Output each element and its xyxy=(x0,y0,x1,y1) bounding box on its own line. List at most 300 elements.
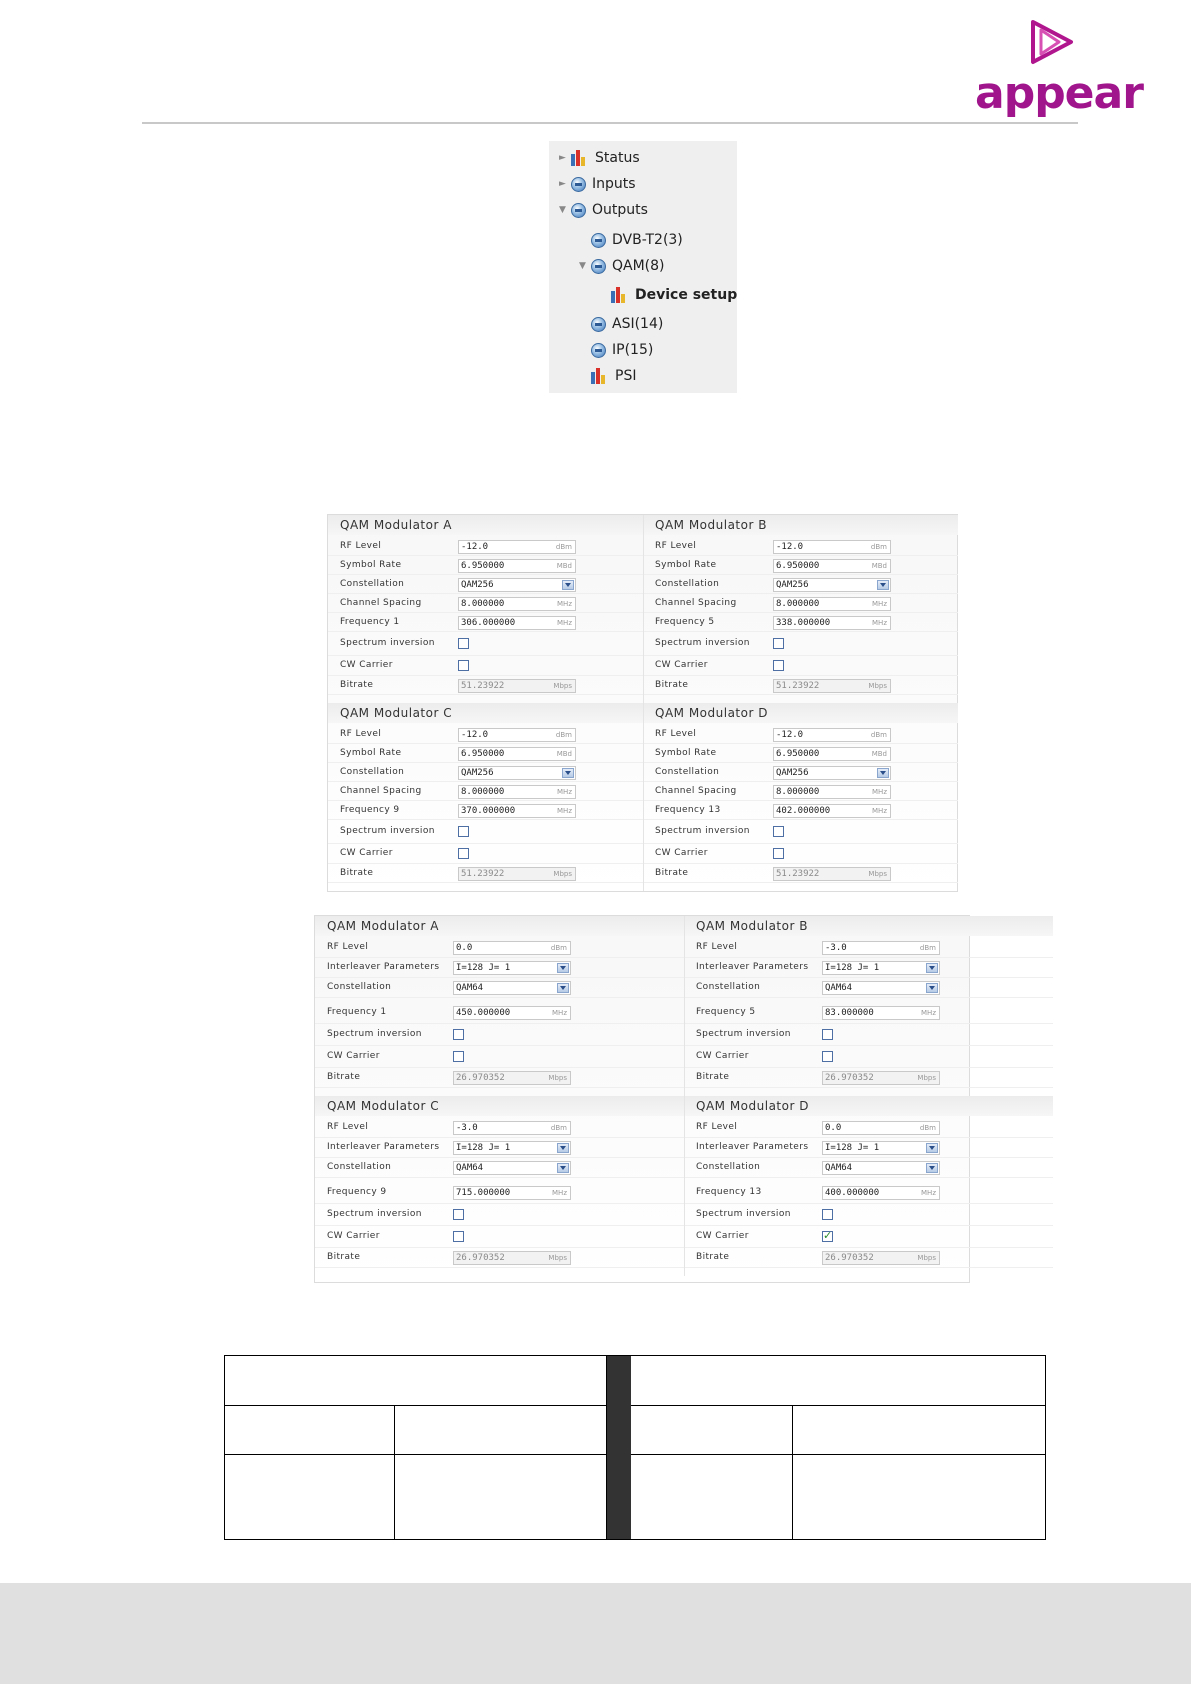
spectrum-inversion-checkbox[interactable] xyxy=(458,638,469,649)
modulator-title: QAM Modulator C xyxy=(328,703,643,723)
symbol-rate-input[interactable] xyxy=(458,747,576,761)
bitrate-label: Bitrate xyxy=(327,1252,361,1262)
frequency-input[interactable] xyxy=(458,616,576,630)
channel-spacing-row xyxy=(328,782,643,801)
constellation-value: QAM256 xyxy=(461,767,494,778)
circle-arrow-icon xyxy=(591,343,606,358)
rf-level-value: -12.0 xyxy=(461,541,489,552)
rf-level-value: -3.0 xyxy=(456,1123,478,1133)
collapse-arrow-icon[interactable]: ▼ xyxy=(579,261,586,271)
cw-carrier-label: CW Carrier xyxy=(655,848,708,858)
rf-level-value: 0.0 xyxy=(456,943,473,953)
interleaver-parameters-select[interactable] xyxy=(822,1141,940,1155)
frequency-row xyxy=(643,613,958,632)
rf-level-row xyxy=(328,725,643,744)
rf-level-input[interactable] xyxy=(453,1121,571,1135)
bitrate-input xyxy=(458,679,576,693)
cw-carrier-checkbox[interactable] xyxy=(822,1231,833,1242)
frequency-input[interactable] xyxy=(822,1186,940,1200)
bitrate-value: 51.23922 xyxy=(461,868,505,879)
symbol-rate-label: Symbol Rate xyxy=(655,559,717,570)
constellation-label: Constellation xyxy=(327,982,392,992)
cw-carrier-checkbox[interactable] xyxy=(453,1051,464,1062)
constellation-label: Constellation xyxy=(655,578,720,589)
channel-spacing-input[interactable] xyxy=(458,597,576,611)
table-separator-column xyxy=(607,1356,631,1539)
spectrum-inversion-checkbox[interactable] xyxy=(453,1209,464,1220)
rf-level-label: RF Level xyxy=(340,728,382,739)
frequency-label: Frequency 9 xyxy=(327,1187,387,1197)
constellation-select[interactable] xyxy=(458,578,576,592)
tree-item-label: Outputs xyxy=(592,202,648,218)
frequency-unit: MHz xyxy=(921,1189,936,1197)
cw-carrier-row xyxy=(315,1226,684,1248)
constellation-label: Constellation xyxy=(696,982,761,992)
spectrum-inversion-row xyxy=(643,632,958,656)
bitrate-unit: Mbps xyxy=(553,869,572,878)
spectrum-inversion-checkbox[interactable] xyxy=(822,1029,833,1040)
frequency-row xyxy=(328,613,643,632)
symbol-rate-unit: MBd xyxy=(556,749,572,758)
rf-level-input[interactable] xyxy=(773,728,891,742)
interleaver-parameters-select[interactable] xyxy=(453,1141,571,1155)
bitrate-value: 26.970352 xyxy=(456,1253,505,1263)
spectrum-inversion-row xyxy=(684,1024,1053,1046)
modulator-title: QAM Modulator B xyxy=(643,515,958,535)
modulator-title: QAM Modulator B xyxy=(684,916,1053,936)
tree-item-psi[interactable] xyxy=(591,365,636,387)
rf-level-row xyxy=(684,1118,1053,1138)
interleaver-parameters-label: Interleaver Parameters xyxy=(696,1142,809,1152)
spectrum-inversion-label: Spectrum inversion xyxy=(327,1029,422,1039)
constellation-value: QAM256 xyxy=(776,579,809,590)
frequency-unit: MHz xyxy=(552,1189,567,1197)
channel-spacing-row xyxy=(643,782,958,801)
table-cell xyxy=(793,1406,1045,1455)
rf-level-unit: dBm xyxy=(870,730,887,739)
spectrum-inversion-label: Spectrum inversion xyxy=(655,826,750,836)
spectrum-inversion-checkbox[interactable] xyxy=(773,638,784,649)
chevron-down-icon[interactable] xyxy=(926,963,938,973)
bitrate-value: 26.970352 xyxy=(825,1073,874,1083)
rf-level-input[interactable] xyxy=(458,540,576,554)
constellation-select[interactable] xyxy=(773,578,891,592)
bitrate-row xyxy=(328,864,643,883)
cw-carrier-row xyxy=(315,1046,684,1068)
bitrate-row xyxy=(328,676,643,695)
constellation-row xyxy=(643,763,958,782)
tree-item-status[interactable] xyxy=(559,147,640,169)
frequency-value: 400.000000 xyxy=(825,1188,880,1198)
rf-level-label: RF Level xyxy=(655,728,697,739)
tree-item-ip[interactable] xyxy=(591,339,653,361)
modulator-title: QAM Modulator A xyxy=(315,916,684,936)
channel-spacing-value: 8.000000 xyxy=(776,598,820,609)
bitrate-label: Bitrate xyxy=(327,1072,361,1082)
constellation-select[interactable] xyxy=(453,981,571,995)
bitrate-label: Bitrate xyxy=(655,679,689,690)
constellation-row xyxy=(315,1158,684,1178)
page-footer xyxy=(0,1583,1191,1684)
bitrate-input xyxy=(822,1251,940,1265)
empty-table xyxy=(224,1355,1046,1540)
cw-carrier-row xyxy=(643,844,958,864)
qam-modulator-b xyxy=(643,515,958,703)
logo-wordmark: appear xyxy=(975,68,1143,119)
symbol-rate-label: Symbol Rate xyxy=(340,747,402,758)
rf-level-row xyxy=(684,938,1053,958)
bitrate-unit: Mbps xyxy=(548,1074,567,1082)
frequency-input[interactable] xyxy=(773,616,891,630)
symbol-rate-value: 6.950000 xyxy=(776,748,820,759)
cw-carrier-row xyxy=(328,656,643,676)
channel-spacing-unit: MHz xyxy=(872,599,887,608)
cw-carrier-label: CW Carrier xyxy=(340,660,393,670)
chevron-down-icon[interactable] xyxy=(926,983,938,993)
chevron-down-icon[interactable] xyxy=(557,1163,569,1173)
frequency-input[interactable] xyxy=(822,1006,940,1020)
frequency-value: 450.000000 xyxy=(456,1008,511,1018)
table-cell xyxy=(631,1455,793,1539)
symbol-rate-label: Symbol Rate xyxy=(340,559,402,570)
interleaver-parameters-label: Interleaver Parameters xyxy=(327,1142,440,1152)
bitrate-value: 51.23922 xyxy=(776,680,820,691)
rf-level-row xyxy=(643,537,958,556)
constellation-select[interactable] xyxy=(822,981,940,995)
expand-arrow-icon[interactable]: ► xyxy=(559,179,566,189)
channel-spacing-label: Channel Spacing xyxy=(655,785,737,796)
cw-carrier-checkbox[interactable] xyxy=(773,660,784,671)
qam-modulator-b xyxy=(684,916,1053,1096)
chevron-down-icon[interactable] xyxy=(562,580,574,590)
rf-level-unit: dBm xyxy=(919,1124,936,1132)
channel-spacing-value: 8.000000 xyxy=(461,786,505,797)
rf-level-unit: dBm xyxy=(550,944,567,952)
circle-arrow-icon xyxy=(591,317,606,332)
bitrate-row xyxy=(684,1068,1053,1088)
channel-spacing-input[interactable] xyxy=(773,785,891,799)
bitrate-input xyxy=(458,867,576,881)
bitrate-unit: Mbps xyxy=(917,1254,936,1262)
frequency-value: 306.000000 xyxy=(461,617,516,628)
constellation-select[interactable] xyxy=(458,766,576,780)
frequency-row xyxy=(684,1182,1053,1204)
play-triangle-icon xyxy=(1027,18,1075,66)
table-cell xyxy=(395,1406,607,1455)
bitrate-input xyxy=(453,1251,571,1265)
symbol-rate-label: Symbol Rate xyxy=(655,747,717,758)
chevron-down-icon[interactable] xyxy=(926,1163,938,1173)
rf-level-value: 0.0 xyxy=(825,1123,842,1133)
cw-carrier-checkbox[interactable] xyxy=(458,660,469,671)
column-divider xyxy=(684,916,685,1276)
interleaver-parameters-label: Interleaver Parameters xyxy=(696,962,809,972)
frequency-row xyxy=(328,801,643,820)
symbol-rate-value: 6.950000 xyxy=(461,560,505,571)
header-divider xyxy=(142,122,1078,124)
constellation-label: Constellation xyxy=(655,766,720,777)
constellation-row xyxy=(315,978,684,998)
rf-level-row xyxy=(328,537,643,556)
constellation-value: QAM64 xyxy=(825,1163,853,1173)
interleaver-parameters-select[interactable] xyxy=(822,961,940,975)
table-cell xyxy=(395,1455,607,1539)
rf-level-value: -12.0 xyxy=(776,541,804,552)
spectrum-inversion-row xyxy=(328,820,643,844)
tree-item-outputs[interactable] xyxy=(559,199,648,221)
frequency-value: 370.000000 xyxy=(461,805,516,816)
frequency-unit: MHz xyxy=(921,1009,936,1017)
cw-carrier-checkbox[interactable] xyxy=(822,1051,833,1062)
table-cell xyxy=(225,1455,395,1539)
modulator-title: QAM Modulator A xyxy=(328,515,643,535)
chevron-down-icon[interactable] xyxy=(562,768,574,778)
tree-item-inputs[interactable] xyxy=(559,173,636,195)
frequency-input[interactable] xyxy=(453,1006,571,1020)
bar-chart-icon xyxy=(591,368,609,384)
rf-level-input[interactable] xyxy=(773,540,891,554)
spectrum-inversion-label: Spectrum inversion xyxy=(696,1029,791,1039)
spectrum-inversion-checkbox[interactable] xyxy=(822,1209,833,1220)
frequency-input[interactable] xyxy=(773,804,891,818)
interleaver-parameters-value: I=128 J= 1 xyxy=(825,963,880,973)
cw-carrier-label: CW Carrier xyxy=(696,1231,749,1241)
bitrate-unit: Mbps xyxy=(868,869,887,878)
qam-settings-panel-annex-a xyxy=(327,514,958,892)
bitrate-label: Bitrate xyxy=(340,679,374,690)
bitrate-label: Bitrate xyxy=(696,1252,730,1262)
collapse-arrow-icon[interactable]: ▼ xyxy=(559,205,566,215)
constellation-row xyxy=(328,763,643,782)
cw-carrier-label: CW Carrier xyxy=(340,848,393,858)
tree-item-label: Inputs xyxy=(592,176,636,192)
frequency-row xyxy=(684,1002,1053,1024)
modulator-title: QAM Modulator D xyxy=(684,1096,1053,1116)
channel-spacing-row xyxy=(643,594,958,613)
chevron-down-icon[interactable] xyxy=(557,983,569,993)
channel-spacing-value: 8.000000 xyxy=(461,598,505,609)
bitrate-row xyxy=(315,1068,684,1088)
channel-spacing-unit: MHz xyxy=(557,599,572,608)
channel-spacing-label: Channel Spacing xyxy=(655,597,737,608)
modulator-title: QAM Modulator C xyxy=(315,1096,684,1116)
bitrate-value: 26.970352 xyxy=(456,1073,505,1083)
bitrate-value: 51.23922 xyxy=(461,680,505,691)
bitrate-label: Bitrate xyxy=(340,867,374,878)
interleaver-parameters-value: I=128 J= 1 xyxy=(825,1143,880,1153)
symbol-rate-row xyxy=(643,556,958,575)
spectrum-inversion-checkbox[interactable] xyxy=(773,826,784,837)
frequency-unit: MHz xyxy=(872,806,887,815)
rf-level-input[interactable] xyxy=(822,941,940,955)
rf-level-unit: dBm xyxy=(550,1124,567,1132)
bitrate-label: Bitrate xyxy=(696,1072,730,1082)
spectrum-inversion-label: Spectrum inversion xyxy=(696,1209,791,1219)
constellation-value: QAM64 xyxy=(825,983,853,993)
interleaver-parameters-row xyxy=(315,1138,684,1158)
tree-item-label: IP(15) xyxy=(612,342,654,358)
rf-level-unit: dBm xyxy=(555,730,572,739)
qam-modulator-a xyxy=(315,916,684,1096)
frequency-unit: MHz xyxy=(552,1009,567,1017)
spectrum-inversion-label: Spectrum inversion xyxy=(655,638,750,648)
interleaver-parameters-select[interactable] xyxy=(453,961,571,975)
rf-level-label: RF Level xyxy=(327,942,369,952)
chevron-down-icon[interactable] xyxy=(926,1143,938,1153)
bitrate-value: 26.970352 xyxy=(825,1253,874,1263)
frequency-row xyxy=(643,801,958,820)
spectrum-inversion-checkbox[interactable] xyxy=(453,1029,464,1040)
rf-level-input[interactable] xyxy=(453,941,571,955)
table-cell xyxy=(631,1356,1045,1406)
rf-level-unit: dBm xyxy=(555,542,572,551)
tree-item-dvb-t2[interactable] xyxy=(591,229,683,251)
rf-level-unit: dBm xyxy=(870,542,887,551)
cw-carrier-checkbox[interactable] xyxy=(773,848,784,859)
qam-modulator-c xyxy=(315,1096,684,1276)
tree-item-label: DVB-T2(3) xyxy=(612,232,683,248)
bitrate-row xyxy=(315,1248,684,1268)
symbol-rate-input[interactable] xyxy=(773,747,891,761)
symbol-rate-unit: MBd xyxy=(871,561,887,570)
chevron-down-icon[interactable] xyxy=(877,768,889,778)
constellation-value: QAM64 xyxy=(456,1163,484,1173)
frequency-value: 715.000000 xyxy=(456,1188,511,1198)
bitrate-value: 51.23922 xyxy=(776,868,820,879)
bitrate-unit: Mbps xyxy=(868,681,887,690)
channel-spacing-row xyxy=(328,594,643,613)
frequency-label: Frequency 9 xyxy=(340,804,400,815)
symbol-rate-input[interactable] xyxy=(773,559,891,573)
chevron-down-icon[interactable] xyxy=(557,963,569,973)
symbol-rate-row xyxy=(643,744,958,763)
cw-carrier-row xyxy=(684,1226,1053,1248)
expand-arrow-icon[interactable]: ► xyxy=(559,153,566,163)
channel-spacing-value: 8.000000 xyxy=(776,786,820,797)
tree-item-asi[interactable] xyxy=(591,313,663,335)
bitrate-row xyxy=(643,676,958,695)
circle-arrow-icon xyxy=(591,259,606,274)
constellation-select[interactable] xyxy=(822,1161,940,1175)
frequency-label: Frequency 1 xyxy=(327,1007,387,1017)
qam-modulator-c xyxy=(328,703,643,891)
bitrate-input xyxy=(453,1071,571,1085)
bitrate-row xyxy=(684,1248,1053,1268)
constellation-row xyxy=(328,575,643,594)
frequency-unit: MHz xyxy=(872,618,887,627)
frequency-input[interactable] xyxy=(453,1186,571,1200)
symbol-rate-input[interactable] xyxy=(458,559,576,573)
constellation-row xyxy=(684,978,1053,998)
constellation-select[interactable] xyxy=(773,766,891,780)
rf-level-input[interactable] xyxy=(458,728,576,742)
chevron-down-icon[interactable] xyxy=(877,580,889,590)
qam-modulator-d xyxy=(684,1096,1053,1276)
bitrate-input xyxy=(822,1071,940,1085)
chevron-down-icon[interactable] xyxy=(557,1143,569,1153)
cw-carrier-checkbox[interactable] xyxy=(453,1231,464,1242)
bitrate-unit: Mbps xyxy=(548,1254,567,1262)
symbol-rate-row xyxy=(328,744,643,763)
tree-item-label: QAM(8) xyxy=(612,258,665,274)
symbol-rate-value: 6.950000 xyxy=(776,560,820,571)
channel-spacing-input[interactable] xyxy=(773,597,891,611)
bar-chart-icon xyxy=(571,150,589,166)
symbol-rate-row xyxy=(328,556,643,575)
constellation-value: QAM256 xyxy=(776,767,809,778)
frequency-unit: MHz xyxy=(557,618,572,627)
tree-item-device-setup[interactable] xyxy=(611,284,737,306)
table-cell xyxy=(793,1455,1045,1539)
bar-chart-icon xyxy=(611,287,629,303)
tree-item-label: Status xyxy=(595,150,640,166)
circle-arrow-icon xyxy=(571,203,586,218)
bitrate-row xyxy=(643,864,958,883)
channel-spacing-label: Channel Spacing xyxy=(340,785,422,796)
frequency-label: Frequency 13 xyxy=(696,1187,762,1197)
table-cell xyxy=(225,1406,395,1455)
interleaver-parameters-value: I=128 J= 1 xyxy=(456,963,511,973)
interleaver-parameters-value: I=128 J= 1 xyxy=(456,1143,511,1153)
qam-modulator-d xyxy=(643,703,958,891)
spectrum-inversion-label: Spectrum inversion xyxy=(340,826,435,836)
spectrum-inversion-row xyxy=(328,632,643,656)
frequency-row xyxy=(315,1002,684,1024)
circle-arrow-icon xyxy=(571,177,586,192)
spectrum-inversion-row xyxy=(315,1204,684,1226)
constellation-label: Constellation xyxy=(340,766,405,777)
frequency-value: 83.000000 xyxy=(825,1008,874,1018)
rf-level-value: -12.0 xyxy=(461,729,489,740)
cw-carrier-checkbox[interactable] xyxy=(458,848,469,859)
cw-carrier-row xyxy=(643,656,958,676)
bitrate-input xyxy=(773,679,891,693)
spectrum-inversion-row xyxy=(315,1024,684,1046)
cw-carrier-label: CW Carrier xyxy=(327,1231,380,1241)
column-divider xyxy=(643,515,644,891)
rf-level-row xyxy=(643,725,958,744)
spectrum-inversion-row xyxy=(643,820,958,844)
frequency-input[interactable] xyxy=(458,804,576,818)
constellation-select[interactable] xyxy=(453,1161,571,1175)
spectrum-inversion-label: Spectrum inversion xyxy=(327,1209,422,1219)
rf-level-label: RF Level xyxy=(340,540,382,551)
constellation-row xyxy=(643,575,958,594)
cw-carrier-label: CW Carrier xyxy=(655,660,708,670)
spectrum-inversion-row xyxy=(684,1204,1053,1226)
frequency-value: 338.000000 xyxy=(776,617,831,628)
symbol-rate-unit: MBd xyxy=(871,749,887,758)
bitrate-input xyxy=(773,867,891,881)
constellation-label: Constellation xyxy=(340,578,405,589)
rf-level-row xyxy=(315,1118,684,1138)
cw-carrier-row xyxy=(684,1046,1053,1068)
tree-item-qam[interactable] xyxy=(579,255,665,277)
bitrate-label: Bitrate xyxy=(655,867,689,878)
interleaver-parameters-row xyxy=(684,1138,1053,1158)
frequency-row xyxy=(315,1182,684,1204)
rf-level-input[interactable] xyxy=(822,1121,940,1135)
channel-spacing-input[interactable] xyxy=(458,785,576,799)
frequency-label: Frequency 5 xyxy=(655,616,715,627)
constellation-label: Constellation xyxy=(696,1162,761,1172)
channel-spacing-unit: MHz xyxy=(557,787,572,796)
channel-spacing-label: Channel Spacing xyxy=(340,597,422,608)
rf-level-value: -3.0 xyxy=(825,943,847,953)
rf-level-unit: dBm xyxy=(919,944,936,952)
bitrate-unit: Mbps xyxy=(917,1074,936,1082)
spectrum-inversion-checkbox[interactable] xyxy=(458,826,469,837)
